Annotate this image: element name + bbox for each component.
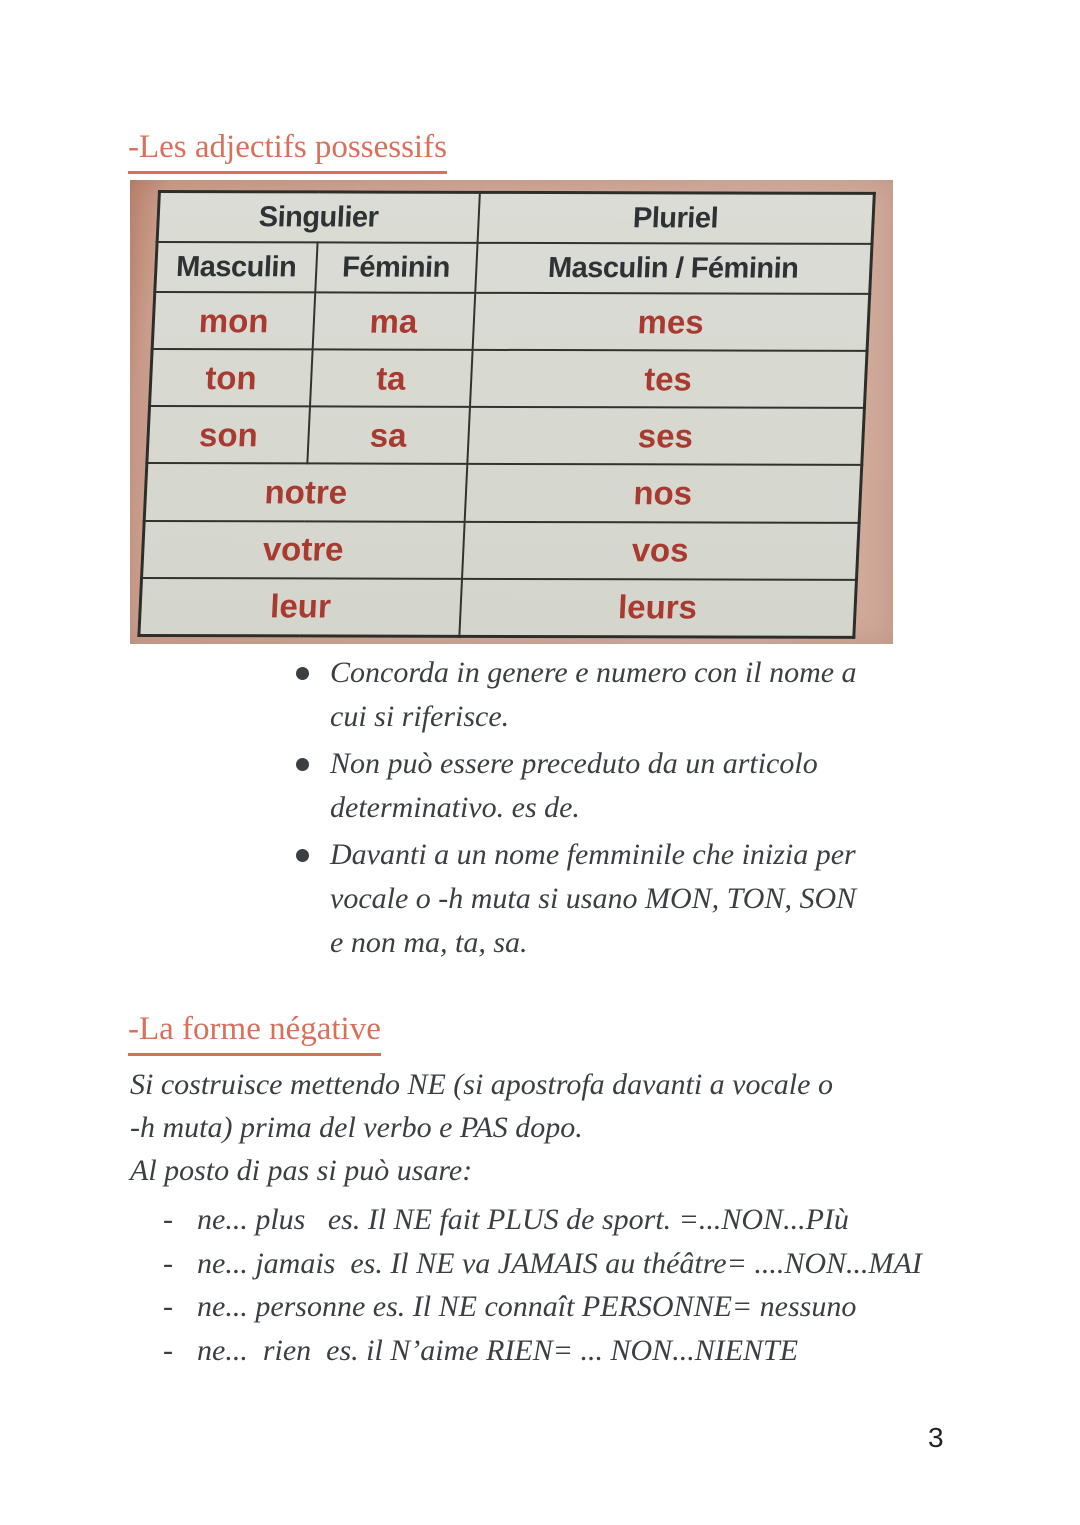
table-header-feminin: Féminin [315, 243, 477, 293]
bullet-line: Concorda in genere e numero con il nome a [330, 656, 857, 689]
negation-examples-list [163, 1198, 1043, 1372]
list-item [163, 1329, 1043, 1373]
table-cell-son: son [147, 406, 310, 464]
bullet-icon [296, 758, 309, 771]
example-text: ne... rien es. il N’aime RIEN= ... NON...NIENTE [197, 1333, 799, 1367]
list-item [163, 1242, 1043, 1286]
table-cell-vos: vos [462, 521, 859, 579]
dash-glyph: - [163, 1246, 173, 1280]
table-row [147, 406, 865, 465]
example-text: ne... personne es. Il NE connaît PERSONNE= nessuno [197, 1290, 857, 1323]
bullet-line: Non può essere preceduto da un articolo [330, 747, 818, 780]
possessive-adjectives-photo [130, 180, 893, 644]
paragraph-line: Si costruisce mettendo NE (si apostrofa davanti a vocale o [130, 1068, 833, 1101]
table-cell-ses: ses [467, 407, 864, 465]
dash-glyph: - [163, 1333, 173, 1367]
list-item [163, 1198, 1043, 1242]
table-header-masculin-feminin: Masculin / Féminin [475, 243, 872, 294]
table-header-singulier: Singulier [157, 192, 479, 244]
table-header-masculin: Masculin [155, 242, 317, 292]
bullet-icon [296, 849, 309, 862]
list-item [296, 651, 976, 739]
negative-form-paragraph [130, 1063, 1010, 1192]
list-intro-line: Al posto di pas si può usare: [130, 1154, 473, 1187]
paragraph-line: -h muta) prima del verbo e PAS dopo. [130, 1111, 583, 1144]
table-cell-ma: ma [312, 293, 475, 351]
table-cell-leurs: leurs [459, 578, 856, 637]
dash-glyph: - [163, 1203, 173, 1236]
bullet-line: vocale o -h muta si usano MON, TON, SON [330, 882, 857, 915]
page-number: 3 [928, 1422, 944, 1453]
table-cell-ton: ton [149, 349, 312, 407]
bullet-line: cui si riferisce. [330, 700, 510, 733]
example-text: ne... plus es. Il NE fait PLUS de sport. =...NON...PIù [197, 1203, 849, 1236]
table-row [157, 192, 874, 245]
possessive-adjectives-table [137, 190, 876, 639]
bullet-line: e non ma, ta, sa. [330, 926, 528, 959]
table-cell-mes: mes [472, 293, 869, 351]
list-item [296, 742, 976, 830]
bullet-line: Davanti a un nome femminile che inizia per [330, 838, 856, 871]
possessive-notes-list [296, 651, 976, 968]
table-row [139, 578, 857, 638]
table-cell-nos: nos [464, 464, 861, 522]
table-cell-mon: mon [152, 292, 315, 350]
bullet-icon [296, 667, 309, 680]
table-row [142, 521, 860, 580]
bullet-text [330, 651, 857, 739]
bullet-line: determinativo. es de. [330, 791, 580, 824]
table-cell-votre: votre [142, 521, 465, 579]
table-cell-notre: notre [144, 463, 467, 521]
table-cell-sa: sa [307, 407, 470, 465]
example-text: ne... jamais es. Il NE va JAMAIS au théâtre= ....NON...MAI [197, 1246, 922, 1280]
table-header-pluriel: Pluriel [477, 192, 874, 244]
table-cell-ta: ta [310, 350, 473, 408]
table-row [149, 349, 867, 408]
bullet-text [330, 742, 818, 830]
section-title-adjectifs-possessifs: -Les adjectifs possessifs [128, 128, 447, 174]
list-item [296, 833, 976, 965]
dash-glyph: - [163, 1290, 173, 1323]
section-title-forme-negative: -La forme négative [128, 1010, 381, 1056]
table-cell-leur: leur [139, 578, 462, 637]
table-row [144, 463, 862, 522]
bullet-text [330, 833, 856, 965]
list-item [163, 1285, 1043, 1329]
table-row [155, 242, 872, 294]
table-row [152, 292, 870, 351]
table-cell-tes: tes [470, 350, 867, 408]
